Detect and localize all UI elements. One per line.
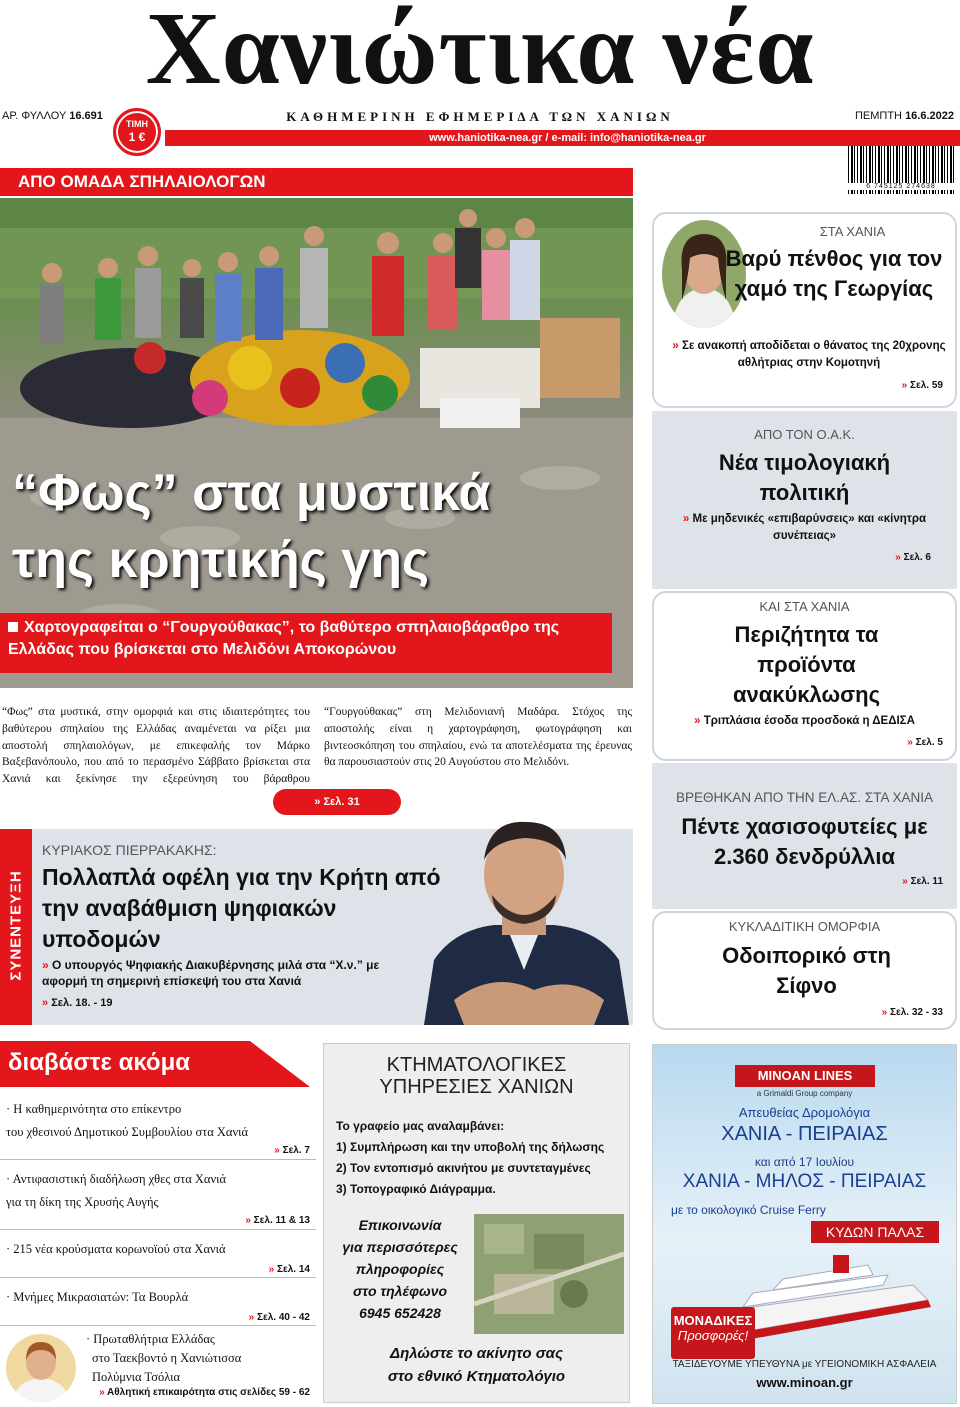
cadastre-item: 2) Τον εντοπισμό ακινήτου με συντεταγμένες: [336, 1161, 591, 1175]
read-more-item[interactable]: [0, 1286, 316, 1326]
story-2-kicker: ΑΠΟ ΤΟΝ Ο.Α.Κ.: [754, 427, 855, 442]
chevron-right-icon: »: [694, 715, 704, 727]
chevron-right-icon: »: [42, 958, 53, 972]
sports-page-ref[interactable]: [99, 1387, 310, 1398]
interview-page-ref[interactable]: [42, 997, 113, 1009]
main-story-subtitle-text: Χαρτογραφείται ο “Γουργούθακας”, το βαθύτερο σπηλαιοβάραθρο της Ελλάδας που βρίσκεται στο Μελιδόνι Αποκορώνου: [8, 619, 560, 658]
story-5-page-ref-text: Σελ. 32 - 33: [890, 1007, 943, 1018]
story-4-page-ref[interactable]: [902, 876, 943, 887]
read-more-sports[interactable]: [0, 1330, 316, 1402]
interview-summary: [42, 957, 422, 989]
read-more-item-ref[interactable]: [249, 1312, 310, 1323]
cadastre-item: 3) Τοπογραφικό Διάγραμμα.: [336, 1182, 496, 1196]
main-story-headline-line2: της κρητικής γης: [12, 530, 430, 589]
chevron-right-icon: »: [881, 1007, 890, 1018]
main-story-headline-line1: “Φως” στα μυστικά: [12, 464, 491, 522]
read-more-item-text: · Μνήμες Μικρασιατών: Τα Βουρλά: [6, 1290, 189, 1304]
story-4-kicker: ΒΡΕΘΗΚΑΝ ΑΠΟ ΤΗΝ ΕΛ.ΑΣ. ΣΤΑ ΧΑΝΙΑ: [675, 790, 934, 805]
read-more-item-ref-text: Σελ. 11 & 13: [253, 1215, 310, 1226]
cadastre-intro: Το γραφείο μας αναλαμβάνει:: [336, 1119, 505, 1133]
story-3-kicker: ΚΑΙ ΣΤΑ ΧΑΝΙΑ: [759, 599, 850, 614]
interview-page-ref-text: Σελ. 18. - 19: [51, 997, 113, 1009]
sports-line3: Πολύμνια Τσόλια: [92, 1370, 181, 1384]
minoan-offer-line1: ΜΟΝΑΔΙΚΕΣ: [673, 1313, 753, 1328]
cadastre-title: [324, 1054, 629, 1098]
read-more-item-line2: του χθεσινού Δημοτικού Συμβουλίου στα Χανιά: [6, 1125, 249, 1139]
story-2-sub: [677, 511, 932, 545]
read-more-item-ref[interactable]: [245, 1215, 310, 1226]
interview-side-label: [0, 829, 32, 1025]
price-value: 1 €: [128, 129, 146, 144]
cadastre-contact-line: για περισσότερες: [342, 1239, 458, 1255]
story-2-title: Νέα τιμολογιακή πολιτική: [718, 450, 891, 505]
cadastre-footer-line2: στο εθνικό Κτηματολόγιο: [387, 1368, 566, 1385]
story-1-title: Βαρύ πένθος για τον χαμό της Γεωργίας: [725, 246, 943, 301]
cadastre-title-line1: ΚΤΗΜΑΤΟΛΟΓΙΚΕΣ: [386, 1054, 567, 1076]
minoan-route1: ΧΑΝΙΑ - ΠΕΙΡΑΙΑΣ: [721, 1123, 888, 1145]
newspaper-title: Χανιώτικα νέα: [145, 0, 815, 106]
read-more-item-ref[interactable]: [269, 1264, 310, 1275]
chevron-right-icon: »: [672, 340, 682, 352]
portrait-illustration: [414, 800, 634, 1025]
right-story-5[interactable]: [652, 911, 957, 1030]
aerial-map-illustration: [474, 1214, 624, 1334]
chevron-right-icon: »: [902, 876, 911, 887]
athlete-portrait-illustration: [6, 1334, 76, 1402]
tagline: ΚΑΘΗΜΕΡΙΝΗ ΕΦΗΜΕΡΙΔΑ ΤΩΝ ΧΑΝΙΩΝ: [286, 109, 674, 124]
chevron-right-icon: »: [901, 380, 910, 391]
interview-summary-text: Ο υπουργός Ψηφιακής Διακυβέρνησης μιλά στα “Χ.ν.” με αφορμή τη σημερινή επίσκεψή του στα Χανιά: [42, 958, 380, 988]
chevron-right-icon: »: [248, 1312, 257, 1323]
chevron-right-icon: »: [99, 1387, 108, 1398]
sports-line2: στο Ταεκβοντό η Χανιώτισσα: [92, 1351, 242, 1365]
chevron-right-icon: »: [895, 552, 904, 563]
read-more-header: [0, 1041, 310, 1087]
minoan-logo: MINOAN LINES: [735, 1065, 875, 1087]
minoan-line3: με το οικολογικό Cruise Ferry: [671, 1203, 826, 1217]
read-more-item-line1: Αντιφασιστική διαδήλωση χθες στα Χανιά: [12, 1172, 227, 1186]
issue-date: [855, 110, 954, 122]
issue-value: 16.691: [69, 110, 103, 122]
interview-side-text: ΣΥΝΕΝΤΕΥΞΗ: [7, 870, 25, 981]
minoan-ship-name: ΚΥΔΩΝ ΠΑΛΑΣ: [811, 1221, 939, 1243]
read-more-item-text: · 215 νέα κρούσματα κορωνοϊού στα Χανιά: [6, 1242, 226, 1256]
cadastre-title-line2: ΥΠΗΡΕΣΙΕΣ ΧΑΝΙΩΝ: [379, 1076, 574, 1098]
read-more-item-ref-text: Σελ. 14: [277, 1264, 310, 1275]
minoan-offer-line2: Προσφορές!: [677, 1328, 749, 1343]
minoan-line2: και από 17 Ιουλίου: [754, 1155, 855, 1169]
cadastre-item: 1) Συμπλήρωση και την υποβολή της δήλωσης: [336, 1140, 605, 1154]
read-more-item-line1: Η καθημερινότητα στο επίκεντρο: [13, 1102, 182, 1116]
story-3-sub: [654, 713, 955, 730]
sports-line1-text: Πρωταθλήτρια Ελλάδας: [93, 1332, 215, 1346]
read-more-item[interactable]: [0, 1098, 316, 1160]
cadastre-contact-line: στο τηλέφωνο: [352, 1283, 448, 1299]
right-story-3[interactable]: [652, 591, 957, 761]
cadastre-services: [336, 1116, 604, 1200]
right-story-4[interactable]: [652, 763, 957, 909]
chevron-right-icon: »: [268, 1264, 277, 1275]
read-more-item-line1: Μνήμες Μικρασιατών: Τα Βουρλά: [13, 1290, 189, 1304]
chevron-right-icon: »: [42, 997, 52, 1009]
main-story-page-ref[interactable]: » Σελ. 31: [273, 789, 401, 815]
issue-date-value: 16.6.2022: [905, 110, 954, 122]
right-story-2[interactable]: [652, 411, 957, 589]
story-4-page-ref-text: Σελ. 11: [910, 876, 943, 887]
story-5-page-ref[interactable]: [882, 1007, 943, 1018]
main-story-kicker: ΑΠΟ ΟΜΑΔΑ ΣΠΗΛΑΙΟΛΟΓΩΝ: [0, 168, 633, 196]
sports-line1: · Πρωταθλήτρια Ελλάδας: [86, 1332, 215, 1346]
main-story-headline[interactable]: [12, 460, 632, 593]
minoan-offer-badge: [671, 1307, 755, 1359]
interview-headline[interactable]: Πολλαπλά οφέλη για την Κρήτη από την αναβάθμιση ψηφιακών υποδομών: [42, 864, 441, 952]
cadastre-footer-line1: Δηλώστε το ακίνητο σας: [390, 1345, 563, 1362]
minoan-footer: ΤΑΞΙΔΕΥΟΥΜΕ ΥΠΕΥΘΥΝΑ με ΥΓΕΙΟΝΟΜΙΚΗ ΑΣΦΑΛΕΙΑ: [672, 1359, 937, 1370]
chevron-right-icon: »: [245, 1215, 254, 1226]
story-5-kicker: ΚΥΚΛΑΔΙΤΙΚΗ ΟΜΟΡΦΙΑ: [728, 919, 881, 934]
square-bullet-icon: [8, 622, 18, 632]
aerial-map-photo: [474, 1214, 624, 1334]
read-more-item-ref-text: Σελ. 7: [282, 1145, 310, 1156]
chevron-right-icon: »: [907, 737, 916, 748]
cadastre-ad[interactable]: [323, 1043, 630, 1403]
cadastre-phone[interactable]: 6945 652428: [359, 1305, 441, 1321]
cadastre-contact-line: πληροφορίες: [355, 1261, 445, 1277]
interview-kicker: ΚΥΡΙΑΚΟΣ ΠΙΕΡΡΑΚΑΚΗΣ:: [42, 842, 217, 858]
read-more-item-line1: 215 νέα κρούσματα κορωνοϊού στα Χανιά: [13, 1242, 226, 1256]
issue-label: ΑΡ. ΦΥΛΛΟΥ: [2, 110, 67, 122]
minoan-line1: Απευθείας Δρομολόγια: [738, 1105, 871, 1120]
read-more-item[interactable]: [0, 1168, 316, 1230]
read-more-item-ref-text: Σελ. 40 - 42: [257, 1312, 310, 1323]
price-badge: [113, 108, 161, 156]
minoan-lines-ad[interactable]: [652, 1044, 957, 1404]
story-4-title: Πέντε χασισοφυτείες με 2.360 δενδρύλλια: [681, 814, 928, 869]
minoan-website[interactable]: www.minoan.gr: [756, 1375, 853, 1390]
read-more-item-line2: για τη δίκη της Χρυσής Αυγής: [6, 1195, 159, 1209]
read-more-heading: διαβάστε ακόμα: [8, 1049, 191, 1076]
price-label: ΤΙΜΗ: [126, 119, 148, 129]
chevron-right-icon: »: [274, 1145, 283, 1156]
story-2-page-ref-text: Σελ. 6: [903, 552, 931, 563]
cadastre-footer: [324, 1342, 629, 1388]
cadastre-contact-line: Επικοινωνία: [358, 1217, 442, 1233]
read-more-item[interactable]: [0, 1238, 316, 1278]
story-3-title: Περιζήτητα τα προϊόντα ανακύκλωσης: [732, 622, 881, 707]
sports-page-ref-text: Αθλητική επικαιρότητα στις σελίδες 59 - 62: [107, 1387, 310, 1398]
read-more-item-ref[interactable]: [274, 1145, 310, 1156]
story-2-page-ref[interactable]: [895, 552, 931, 563]
story-1-kicker: ΣΤΑ ΧΑΝΙΑ: [819, 224, 886, 239]
website-bar[interactable]: www.haniotika-nea.gr / e-mail: info@haniotika-nea.gr: [165, 130, 960, 146]
story-1-sub-text: Σε ανακοπή αποδίδεται ο θάνατος της 20χρονης αθλήτριας στην Κομοτηνή: [682, 340, 946, 369]
story-3-page-ref-text: Σελ. 5: [915, 737, 943, 748]
main-story-body: “Φως” στα μυστικά, στην ομορφιά και στις ιδιαιτερότητες του βαθύτερου σπηλαίου της Ελλάδας αναμένεται να ρίξει μια αποστολή σπηλαιολόγων, με επικεφαλής τον Μάρκο Βαξεβανόπουλο, που από το περασμένο Σάββατο βρίσκεται στα Χανιά και ξεκίνησε την εξερεύνηση του βάραθρου “Γουργούθακας” στη Μελιδονιανή Μαδάρα. Στόχος της αποστολής είναι η χαρτογράφηση, φωτογράφηση και βιντεοσκόπηση του σπηλαίου, ενώ τα αποτελέσματα της έρευνας θα παρουσιαστούν στις 20 Αυγούστου στο Μελιδόνι.: [2, 706, 632, 786]
story-5-title: Οδοιπορικό στη Σίφνο: [722, 943, 891, 998]
issue-day: ΠΕΜΠΤΗ: [854, 110, 902, 122]
story-1-page-ref[interactable]: [902, 380, 943, 391]
story-1-page-ref-text: Σελ. 59: [910, 380, 943, 391]
read-more-item-text: · Αντιφασιστική διαδήλωση χθες στα Χανιά: [6, 1172, 227, 1186]
story-2-sub-text: Με μηδενικές «επιβαρύνσεις» και «κίνητρα συνέπειας»: [692, 513, 927, 542]
cadastre-contact: [332, 1214, 468, 1324]
main-story-subtitle: [0, 613, 612, 673]
story-3-page-ref[interactable]: [907, 737, 943, 748]
minoan-route2: ΧΑΝΙΑ - ΜΗΛΟΣ - ΠΕΙΡΑΙΑΣ: [682, 1171, 927, 1192]
story-3-sub-text: Τριπλάσια έσοδα προσδοκά η ΔΕΔΙΣΑ: [703, 715, 915, 727]
right-story-1[interactable]: [652, 212, 957, 408]
minoan-group: a Grimaldi Group company: [756, 1089, 853, 1098]
barcode-number: 6 745125 274638: [848, 183, 954, 190]
chevron-right-icon: »: [682, 513, 693, 525]
story-1-sub: [670, 338, 948, 372]
athlete-photo: [6, 1334, 76, 1402]
sports-text: [86, 1330, 241, 1387]
read-more-item-text: · Η καθημερινότητα στο επίκεντρο: [6, 1102, 182, 1116]
interview-portrait: [414, 800, 634, 1025]
